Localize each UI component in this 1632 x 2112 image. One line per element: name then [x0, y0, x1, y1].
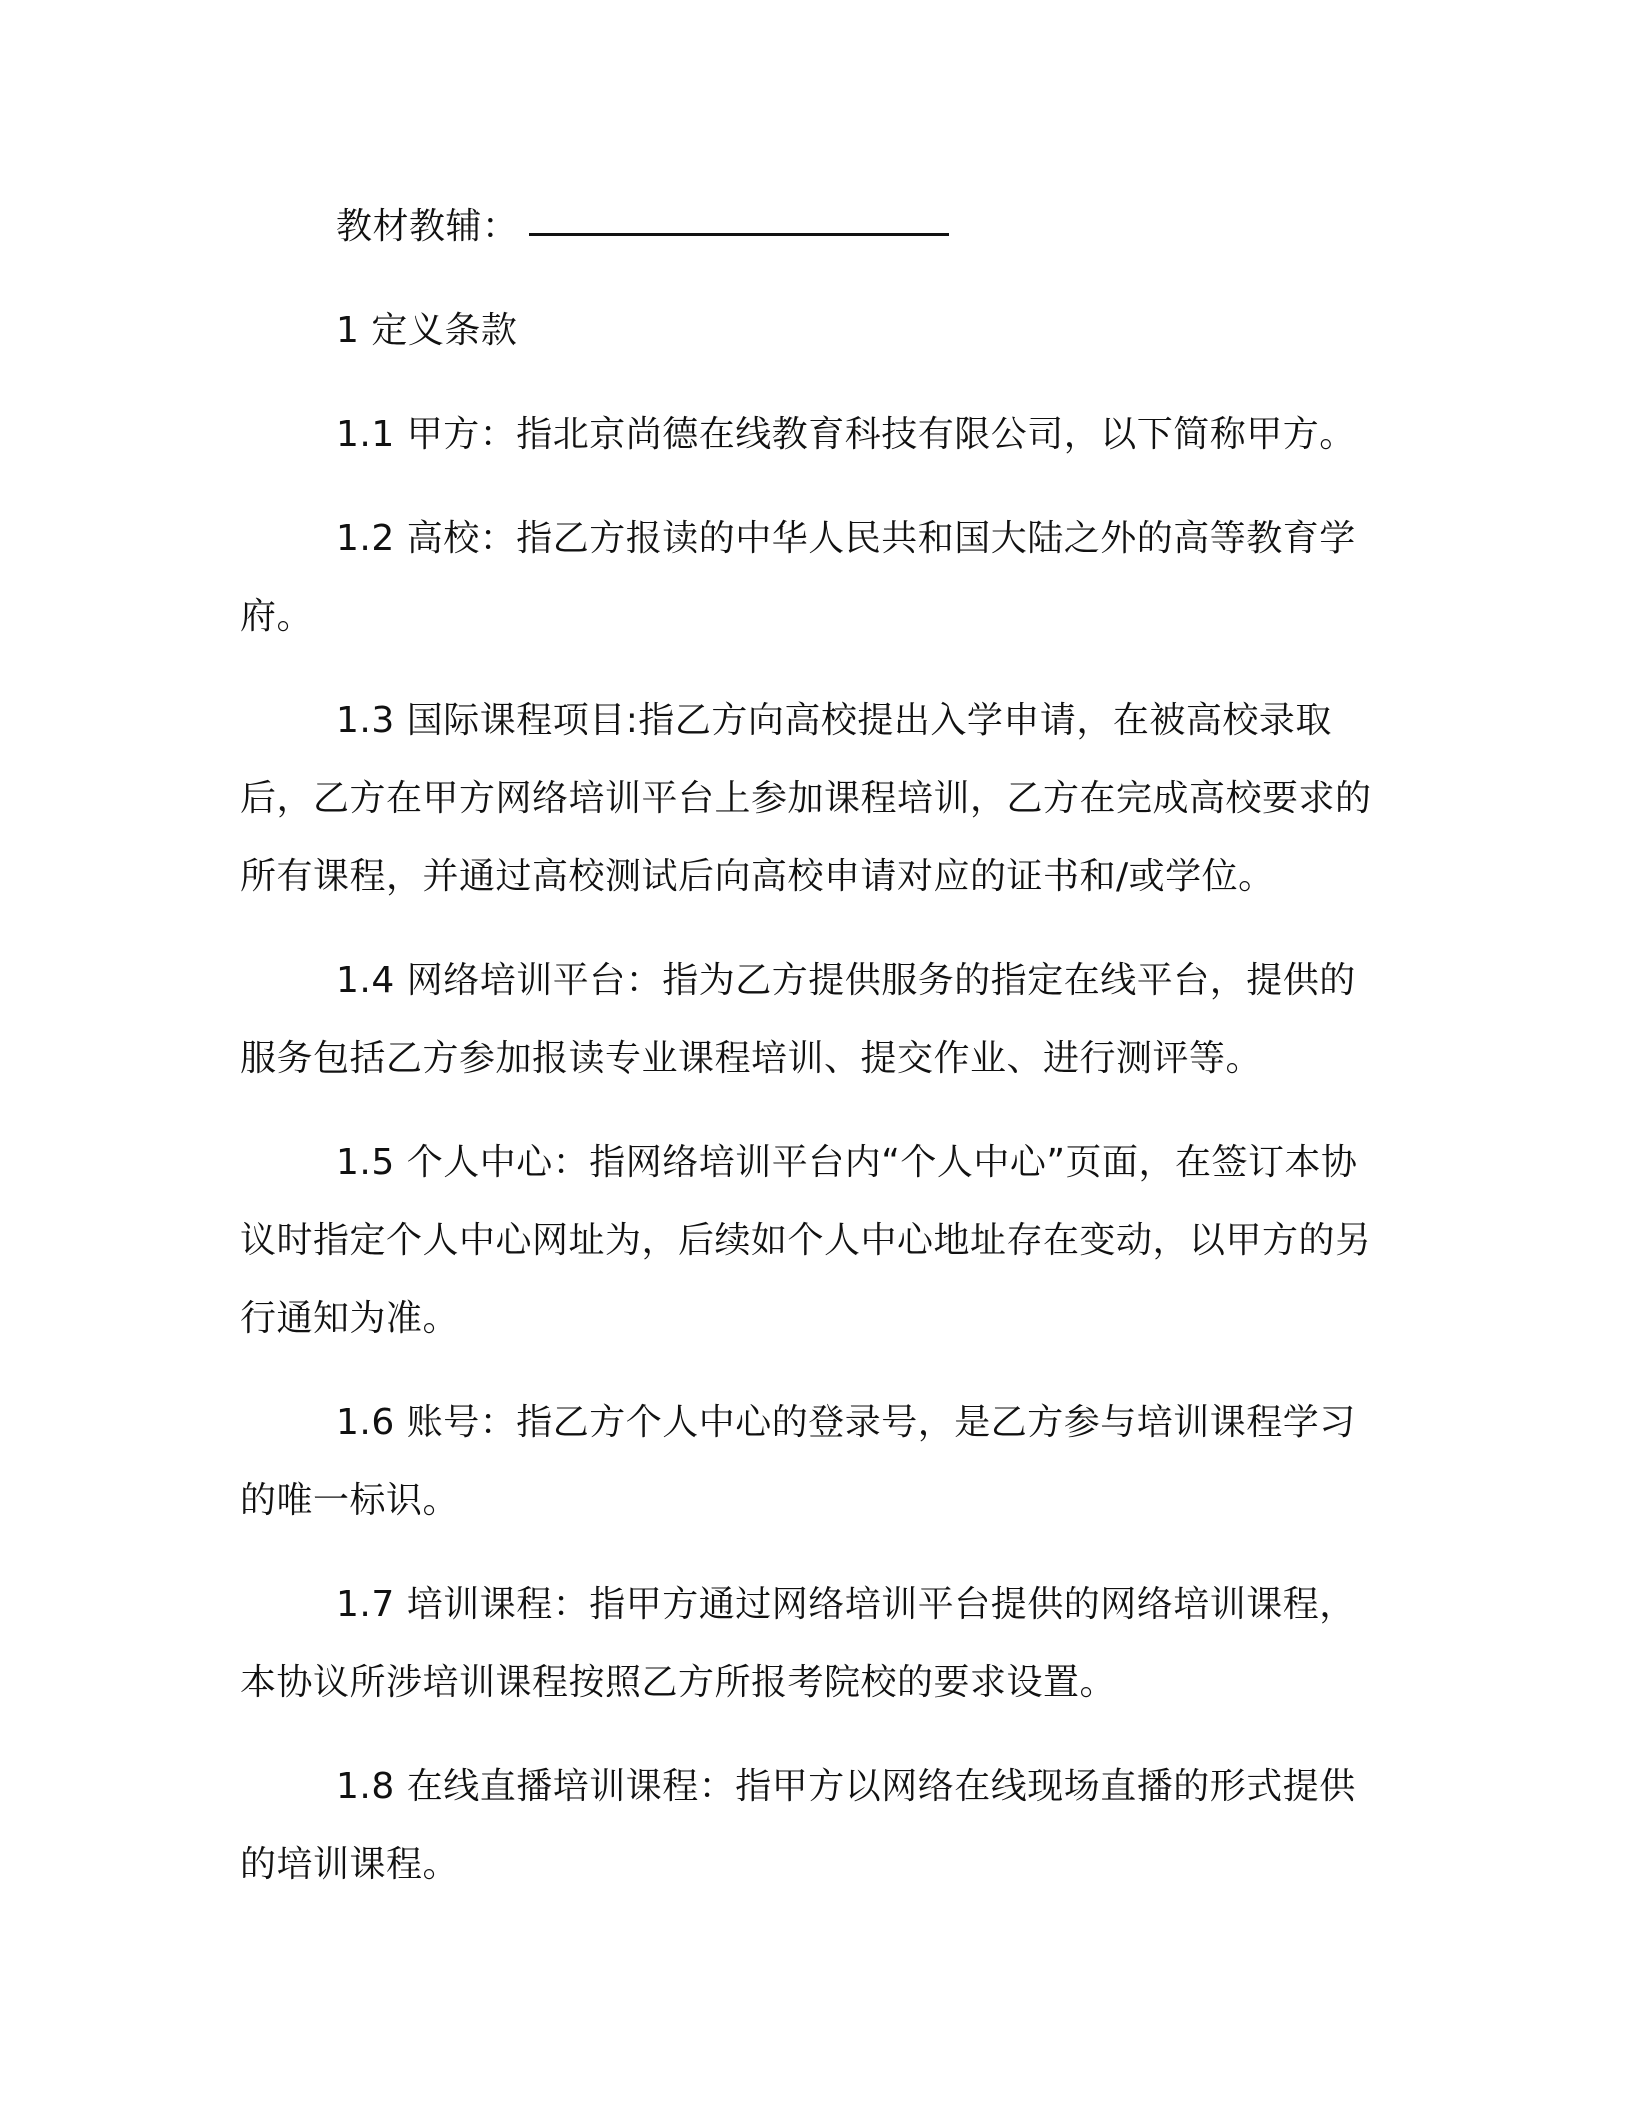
document-content [240, 188, 1390, 1904]
clause-1-6: 1.6 账号：指乙方个人中心的登录号，是乙方参与培训课程学习的唯一标识。 [240, 1402, 1356, 1521]
clause-1-8: 1.8 在线直播培训课程：指甲方以网络在线现场直播的形式提供的培训课程。 [240, 1766, 1356, 1885]
clause-1-4: 1.4 网络培训平台：指为乙方提供服务的指定在线平台，提供的服务包括乙方参加报读专业课程培训、提交作业、进行测评等。 [240, 960, 1356, 1079]
clause-1-3: 1.3 国际课程项目:指乙方向高校提出入学申请，在被高校录取后，乙方在甲方网络培训平台上参加课程培训，乙方在完成高校要求的所有课程，并通过高校测试后向高校申请对应的证书和/或学位。 [240, 700, 1372, 897]
clause-1-2: 1.2 高校：指乙方报读的中华人民共和国大陆之外的高等教育学府。 [240, 518, 1356, 637]
clause-1-1: 1.1 甲方：指北京尚德在线教育科技有限公司，以下简称甲方。 [336, 414, 1356, 455]
clause-1-5: 1.5 个人中心：指网络培训平台内“个人中心”页面，在签订本协议时指定个人中心网址为，后续如个人中心地址存在变动，以甲方的另行通知为准。 [240, 1142, 1372, 1339]
materials-field-label: 教材教辅： [336, 206, 519, 247]
section-title: 1 定义条款 [336, 310, 518, 351]
materials-field [240, 188, 1390, 266]
materials-field-blank[interactable] [529, 233, 949, 236]
clause-1-7: 1.7 培训课程：指甲方通过网络培训平台提供的网络培训课程，本协议所涉培训课程按照乙方所报考院校的要求设置。 [240, 1584, 1356, 1703]
